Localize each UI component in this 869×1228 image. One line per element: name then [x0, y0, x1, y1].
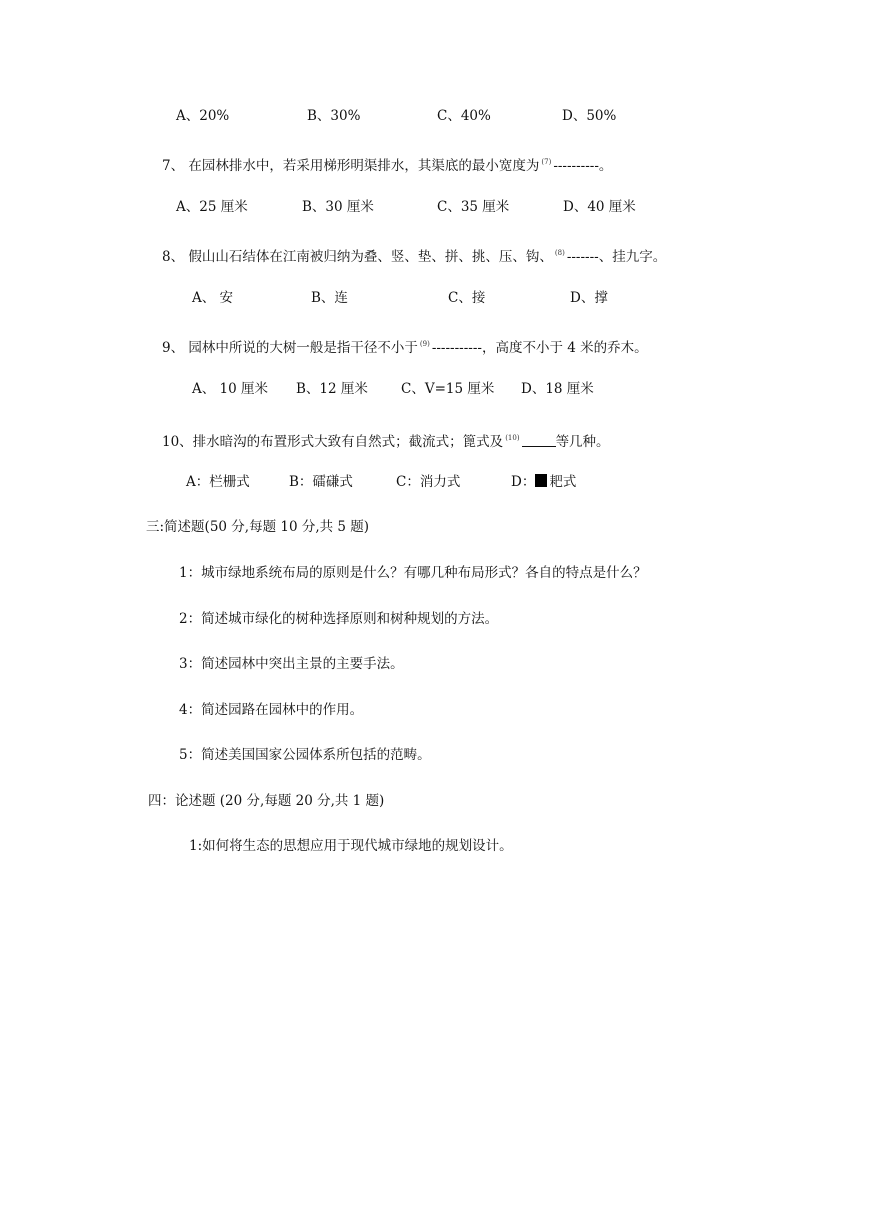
- section-3-item-5: 5：简述美国国家公园体系所包括的范畴。: [179, 747, 431, 763]
- question-9: [162, 335, 648, 357]
- question-10-mark: (10): [505, 434, 520, 442]
- section-3-heading: 三:简述题(50 分,每题 10 分,共 5 题): [146, 519, 370, 535]
- q8-option-a: A、 安: [192, 290, 234, 306]
- q6-option-c: C、40%: [437, 108, 491, 124]
- question-9-text: 9、 园林中所说的大树一般是指干径不小于: [162, 340, 418, 356]
- q6-option-d: D、50%: [562, 108, 617, 124]
- section-4-item-1: 1:如何将生态的思想应用于现代城市绿地的规划设计。: [189, 838, 513, 854]
- section-3-item-2: 2：简述城市绿化的树种选择原则和树种规划的方法。: [179, 611, 499, 627]
- q8-option-d: D、撑: [570, 290, 608, 306]
- q6-option-a: A、20%: [176, 108, 230, 124]
- question-10-text: 10、排水暗沟的布置形式大致有自然式；截流式；篦式及: [162, 434, 504, 450]
- q10-option-d-text: 耙式: [549, 474, 577, 490]
- q7-option-d: D、40 厘米: [563, 199, 636, 215]
- q7-option-c: C、35 厘米: [437, 199, 510, 215]
- question-10-blank: [522, 433, 556, 447]
- q10-option-d-prefix: D：: [511, 474, 536, 490]
- q9-option-b: B、12 厘米: [296, 381, 368, 397]
- q10-option-d: [511, 473, 576, 491]
- q7-option-a: A、25 厘米: [176, 199, 248, 215]
- question-7-mark: (7): [541, 158, 552, 166]
- question-9-tail: -----------，高度不小于 4 米的乔木。: [431, 340, 648, 356]
- question-8-tail: -------、挂九字。: [566, 249, 667, 265]
- q10-option-a: A：栏栅式: [186, 474, 250, 490]
- question-9-mark: (9): [419, 340, 430, 348]
- q9-option-c: C、V=15 厘米: [401, 381, 495, 397]
- section-3-item-1: 1：城市绿地系统布局的原则是什么？有哪几种布局形式？各自的特点是什么？: [179, 565, 647, 581]
- question-10: [162, 429, 610, 451]
- q7-option-b: B、30 厘米: [302, 199, 374, 215]
- question-8-mark: (8): [554, 249, 565, 257]
- question-7-tail: ----------。: [553, 158, 613, 174]
- section-3-item-4: 4：简述园路在园林中的作用。: [179, 702, 364, 718]
- q10-option-b: B：礌磏式: [289, 474, 353, 490]
- section-3-item-3: 3：简述园林中突出主景的主要手法。: [179, 656, 404, 672]
- q8-option-b: B、连: [311, 290, 348, 306]
- section-4-heading: 四：论述题 (20 分,每题 20 分,共 1 题): [148, 793, 385, 809]
- q10-option-c: C：消力式: [396, 474, 461, 490]
- question-7-text: 7、 在园林排水中，若采用梯形明渠排水，其渠底的最小宽度为: [162, 158, 540, 174]
- q8-option-c: C、接: [448, 290, 486, 306]
- question-8-text: 8、 假山山石结体在江南被归纳为叠、竖、垫、拼、挑、压、钩、: [162, 249, 553, 265]
- question-7: [162, 153, 612, 175]
- redaction-block: [535, 474, 547, 487]
- question-10-tail: 等几种。: [555, 434, 610, 450]
- question-8: [162, 244, 666, 266]
- q9-option-d: D、18 厘米: [521, 381, 594, 397]
- q9-option-a: A、 10 厘米: [192, 381, 269, 397]
- q6-option-b: B、30%: [307, 108, 361, 124]
